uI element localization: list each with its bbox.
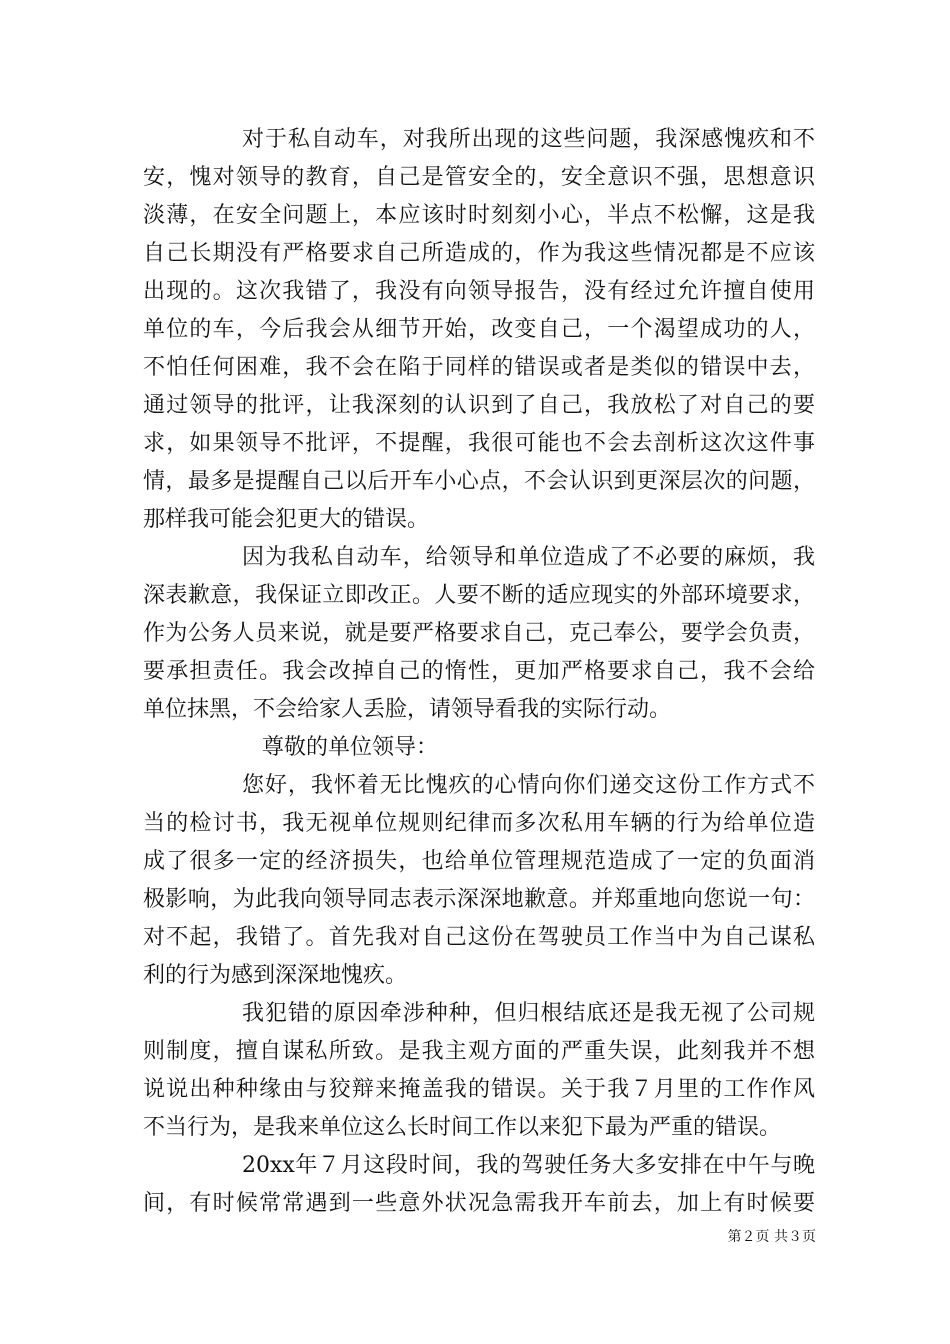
paragraph-4-line-3: 说说出种种缘由与狡辩来掩盖我的错误。关于我７月里的工作作风 bbox=[143, 1077, 815, 1102]
paragraph-1-line-7: 不怕任何困难，我不会在陷于同样的错误或者是类似的错误中去， bbox=[143, 355, 815, 380]
paragraph-2-line-2: 深表歉意，我保证立即改正。人要不断的适应现实的外部环境要求， bbox=[143, 583, 815, 608]
paragraph-4-line-4: 不当行为，是我来单位这么长时间工作以来犯下最为严重的错误。 bbox=[143, 1115, 782, 1140]
paragraph-3-line-4: 极影响，为此我向领导同志表示深深地歉意。并郑重地向您说一句： bbox=[143, 887, 815, 912]
page-number-footer: 第２页 共３页 bbox=[727, 1229, 816, 1245]
paragraph-2-line-1: 因为我私自动车，给领导和单位造成了不必要的麻烦，我 bbox=[242, 545, 815, 570]
paragraph-3-line-2: 当的检讨书，我无视单位规则纪律而多次私用车辆的行为给单位造 bbox=[143, 811, 815, 836]
paragraph-2-line-4: 要承担责任。我会改掉自己的惰性，更加严格要求自己，我不会给 bbox=[143, 659, 815, 684]
paragraph-2-line-5: 单位抹黑，不会给家人丢脸，请领导看我的实际行动。 bbox=[143, 697, 672, 722]
paragraph-1-line-8: 通过领导的批评，让我深刻的认识到了自己，我放松了对自己的要 bbox=[143, 393, 815, 418]
salutation: 尊敬的单位领导： bbox=[262, 735, 439, 760]
paragraph-5-line-1: 20xx年７月这段时间，我的驾驶任务大多安排在中午与晚 bbox=[242, 1153, 815, 1178]
paragraph-1-line-5: 出现的。这次我错了，我没有向领导报告，没有经过允许擅自使用 bbox=[143, 279, 815, 304]
paragraph-1-line-10: 情，最多是提醒自己以后开车小心点，不会认识到更深层次的问题， bbox=[143, 469, 815, 494]
paragraph-1-line-6: 单位的车，今后我会从细节开始，改变自己，一个渴望成功的人， bbox=[143, 317, 815, 342]
paragraph-3-line-6: 利的行为感到深深地愧疚。 bbox=[143, 963, 408, 988]
paragraph-4-line-2: 则制度，擅自谋私所致。是我主观方面的严重失误，此刻我并不想 bbox=[143, 1039, 815, 1064]
paragraph-5-line-2: 间，有时候常常遇到一些意外状况急需我开车前去，加上有时候要 bbox=[143, 1191, 815, 1216]
paragraph-1-line-3: 淡薄，在安全问题上，本应该时时刻刻小心，半点不松懈，这是我 bbox=[143, 203, 815, 228]
paragraph-1-line-1: 对于私自动车，对我所出现的这些问题，我深感愧疚和不 bbox=[242, 127, 815, 152]
paragraph-1-line-2: 安，愧对领导的教育，自己是管安全的，安全意识不强，思想意识 bbox=[143, 165, 815, 190]
paragraph-3-line-3: 成了很多一定的经济损失，也给单位管理规范造成了一定的负面消 bbox=[143, 849, 815, 874]
paragraph-1-line-4: 自己长期没有严格要求自己所造成的，作为我这些情况都是不应该 bbox=[143, 241, 815, 266]
paragraph-1-line-11: 那样我可能会犯更大的错误。 bbox=[143, 507, 430, 532]
paragraph-4-line-1: 我犯错的原因牵涉种种，但归根结底还是我无视了公司规 bbox=[242, 1001, 815, 1026]
paragraph-3-line-5: 对不起，我错了。首先我对自己这份在驾驶员工作当中为自己谋私 bbox=[143, 925, 815, 950]
paragraph-3-line-1: 您好，我怀着无比愧疚的心情向你们递交这份工作方式不 bbox=[242, 773, 815, 798]
paragraph-1-line-9: 求，如果领导不批评，不提醒，我很可能也不会去剖析这次这件事 bbox=[143, 431, 815, 456]
paragraph-2-line-3: 作为公务人员来说，就是要严格要求自己，克己奉公，要学会负责， bbox=[143, 621, 815, 646]
